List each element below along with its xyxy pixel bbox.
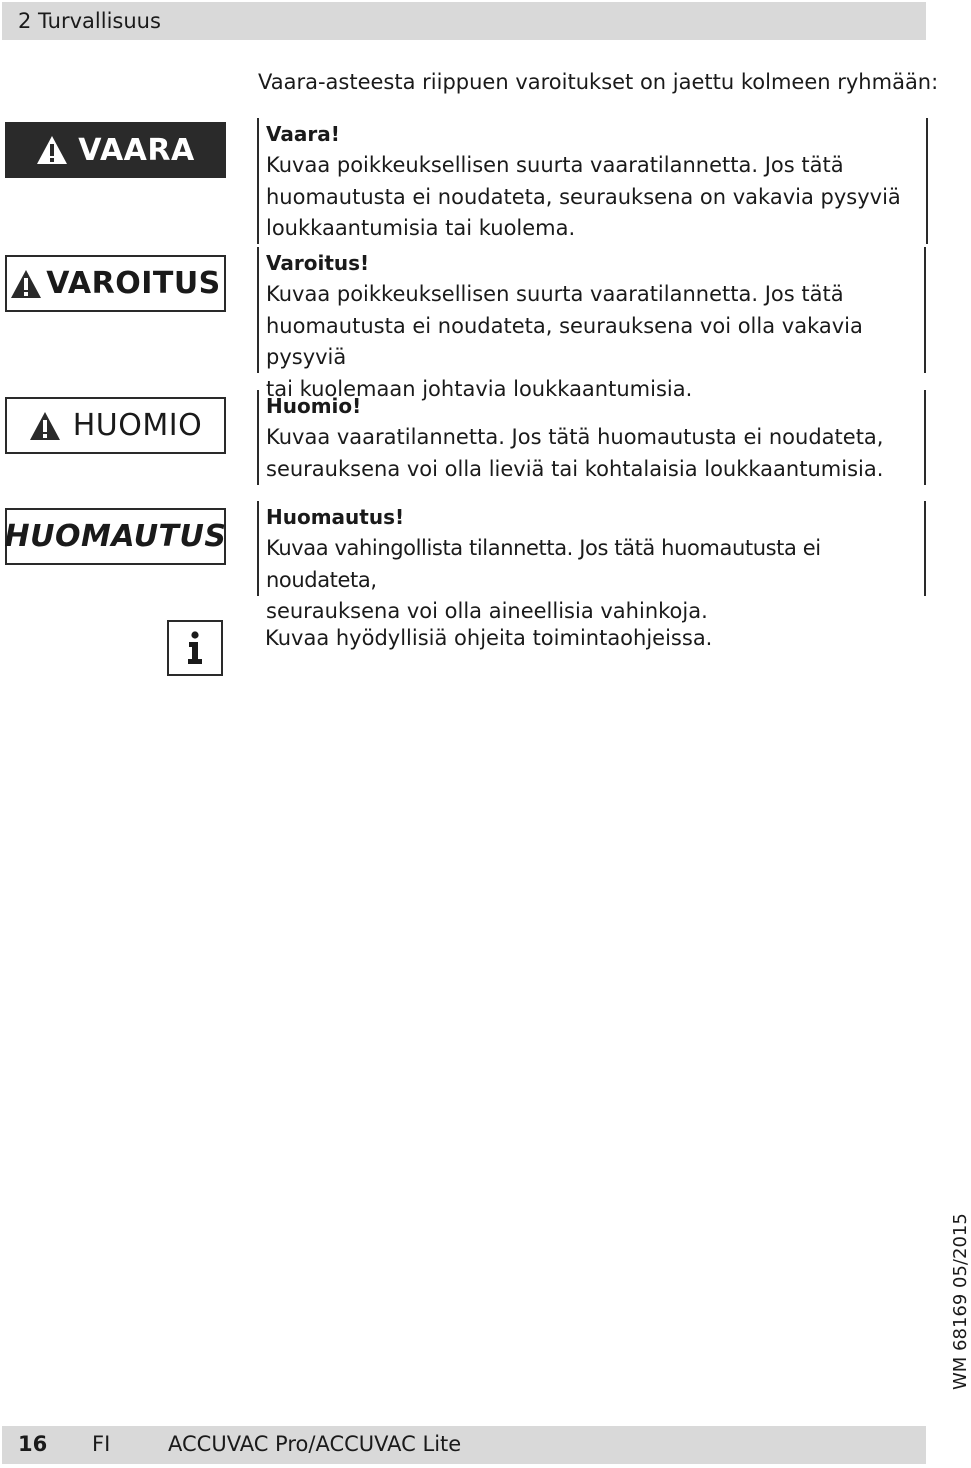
notice-block [257, 501, 926, 623]
warning-heading: Varoitus! [266, 251, 370, 275]
danger-desc-line: huomautusta ei noudateta, seurauksena on vakavia pysyviä [266, 184, 901, 209]
danger-label [5, 122, 226, 178]
notice-label-text: HUOMAUTUS [4, 519, 227, 554]
warning-triangle-icon [36, 135, 68, 165]
notice-label [5, 508, 226, 565]
warning-desc-line: tai kuolemaan johtavia loukkaantumisia. [266, 376, 693, 401]
info-text: Kuvaa hyödyllisiä ohjeita toimintaohjeissa. [265, 626, 713, 650]
info-box [167, 620, 223, 676]
danger-desc-line: loukkaantumisia tai kuolema. [266, 216, 576, 240]
warning-block [257, 247, 926, 401]
danger-desc-line: Kuvaa poikkeuksellisen suurta vaaratilannetta. Jos tätä [266, 153, 844, 177]
danger-heading: Vaara! [266, 122, 340, 146]
caution-block [257, 390, 926, 485]
section-title: 2 Turvallisuus [18, 9, 161, 33]
caution-desc-line: Kuvaa vaaratilannetta. Jos tätä huomautusta ei noudateta, [266, 425, 884, 449]
warning-triangle-icon [29, 411, 61, 441]
warning-label [5, 255, 226, 312]
warning-label-text: VAROITUS [46, 266, 221, 301]
page-header [2, 2, 926, 40]
notice-desc-line: Kuvaa vahingollista tilannetta. Jos tätä huomautusta ei noudateta, [266, 536, 821, 592]
intro-text: Vaara-asteesta riippuen varoitukset on jaettu kolmeen ryhmään: [258, 70, 939, 94]
warning-desc-line: Kuvaa poikkeuksellisen suurta vaaratilannetta. Jos tätä [266, 282, 844, 306]
document-code: WM 68169 05/2015 [950, 1213, 971, 1390]
notice-heading: Huomautus! [266, 505, 405, 529]
product-name: ACCUVAC Pro/ACCUVAC Lite [168, 1432, 462, 1456]
caution-label [5, 397, 226, 454]
warning-desc-line: huomautusta ei noudateta, seurauksena voi olla vakavia pysyviä [266, 313, 863, 369]
caution-heading: Huomio! [266, 394, 362, 418]
warning-triangle-icon [10, 269, 42, 299]
notice-desc-line: seurauksena voi olla aineellisia vahinkoja. [266, 599, 708, 623]
caution-desc-line: seurauksena voi olla lieviä tai kohtalaisia loukkaantumisia. [266, 456, 884, 481]
danger-label-text: VAARA [78, 132, 195, 168]
danger-block [257, 118, 928, 244]
info-icon [186, 631, 204, 665]
page-number: 16 [18, 1432, 48, 1456]
caution-label-text: HUOMIO [72, 408, 203, 443]
page-footer [2, 1426, 926, 1464]
language-code: FI [92, 1432, 111, 1456]
